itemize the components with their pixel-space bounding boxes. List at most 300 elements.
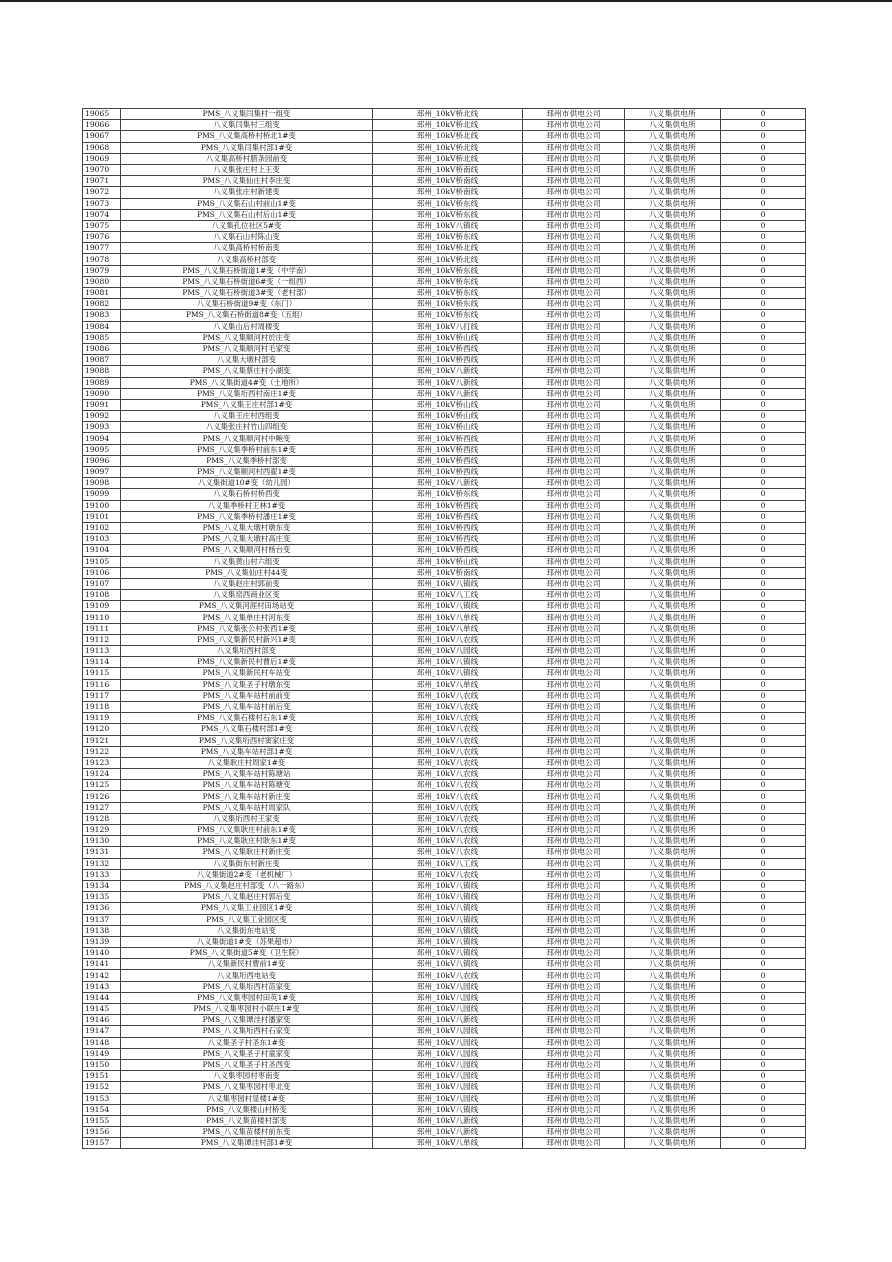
cell-company: 邳州市供电公司	[523, 578, 625, 589]
cell-company: 邳州市供电公司	[523, 813, 625, 824]
cell-transformer-name: PMS_八义集石桥街道8#变（五组）	[121, 310, 373, 321]
table-row	[83, 578, 806, 589]
cell-station: 八义集供电所	[625, 209, 721, 220]
cell-station: 八义集供电所	[625, 802, 721, 813]
cell-value: 0	[721, 299, 806, 310]
cell-value: 0	[721, 489, 806, 500]
cell-line: 邳州_10kV八镇线	[373, 1104, 523, 1115]
cell-station: 八义集供电所	[625, 411, 721, 422]
table-row	[83, 970, 806, 981]
cell-line: 邳州_10kV八单线	[373, 679, 523, 690]
cell-station: 八义集供电所	[625, 847, 721, 858]
cell-company: 邳州市供电公司	[523, 545, 625, 556]
cell-company: 邳州市供电公司	[523, 310, 625, 321]
cell-id: 19104	[83, 545, 121, 556]
cell-station: 八义集供电所	[625, 198, 721, 209]
table-row	[83, 1115, 806, 1126]
cell-company: 邳州市供电公司	[523, 914, 625, 925]
cell-id: 19065	[83, 109, 121, 120]
cell-id: 19126	[83, 791, 121, 802]
cell-line: 邳州_10kV八新线	[373, 366, 523, 377]
cell-company: 邳州市供电公司	[523, 366, 625, 377]
cell-value: 0	[721, 1026, 806, 1037]
cell-transformer-name: PMS_八义集耿庄村前东1#变	[121, 825, 373, 836]
cell-line: 邳州_10kV八农线	[373, 735, 523, 746]
cell-id: 19072	[83, 187, 121, 198]
cell-transformer-name: PMS_八义集大墩村高庄变	[121, 534, 373, 545]
cell-value: 0	[721, 276, 806, 287]
table-row	[83, 679, 806, 690]
cell-station: 八义集供电所	[625, 959, 721, 970]
cell-id: 19107	[83, 578, 121, 589]
table-row	[83, 164, 806, 175]
cell-company: 邳州市供电公司	[523, 757, 625, 768]
cell-transformer-name: PMS_八义集耿庄村耿东1#变	[121, 836, 373, 847]
cell-line: 邳州_10kV八农线	[373, 746, 523, 757]
cell-line: 邳州_10kV八农线	[373, 690, 523, 701]
cell-station: 八义集供电所	[625, 511, 721, 522]
cell-station: 八义集供电所	[625, 903, 721, 914]
cell-value: 0	[721, 153, 806, 164]
cell-transformer-name: 八义集石山村陈山变	[121, 232, 373, 243]
table-row	[83, 925, 806, 936]
cell-id: 19136	[83, 903, 121, 914]
cell-transformer-name: PMS_八义集顺河村中鲍变	[121, 433, 373, 444]
cell-transformer-name: PMS_八义集赵庄村部变（八一路东）	[121, 880, 373, 891]
table-row	[83, 556, 806, 567]
cell-line: 邳州_10kV桥山线	[373, 411, 523, 422]
table-row	[83, 299, 806, 310]
cell-company: 邳州市供电公司	[523, 176, 625, 187]
cell-line: 邳州_10kV八镇线	[373, 892, 523, 903]
cell-transformer-name: PMS_八义集车站村陈塘站	[121, 769, 373, 780]
cell-line: 邳州_10kV八新线	[373, 478, 523, 489]
cell-company: 邳州市供电公司	[523, 164, 625, 175]
cell-transformer-name: 八义集枣园村枣南变	[121, 1071, 373, 1082]
table-row	[83, 142, 806, 153]
cell-company: 邳州市供电公司	[523, 478, 625, 489]
cell-company: 邳州市供电公司	[523, 265, 625, 276]
cell-id: 19122	[83, 746, 121, 757]
cell-line: 邳州_10kV八园线	[373, 1026, 523, 1037]
cell-line: 邳州_10kV八打线	[373, 321, 523, 332]
cell-company: 邳州市供电公司	[523, 254, 625, 265]
cell-id: 19135	[83, 892, 121, 903]
cell-line: 邳州_10kV八农线	[373, 825, 523, 836]
table-row	[83, 701, 806, 712]
cell-id: 19100	[83, 500, 121, 511]
cell-value: 0	[721, 164, 806, 175]
cell-company: 邳州市供电公司	[523, 780, 625, 791]
cell-id: 19133	[83, 869, 121, 880]
cell-value: 0	[721, 813, 806, 824]
table-row	[83, 724, 806, 735]
cell-company: 邳州市供电公司	[523, 276, 625, 287]
cell-transformer-name: 八义集高桥村腊条园前变	[121, 153, 373, 164]
cell-value: 0	[721, 948, 806, 959]
cell-station: 八义集供电所	[625, 176, 721, 187]
cell-line: 邳州_10kV八农线	[373, 869, 523, 880]
cell-line: 邳州_10kV八镇线	[373, 880, 523, 891]
table-row	[83, 746, 806, 757]
cell-transformer-name: PMS_八义集赵庄村郭后变	[121, 892, 373, 903]
transformer-table	[82, 108, 806, 1149]
cell-line: 邳州_10kV八农线	[373, 701, 523, 712]
cell-transformer-name: 八义集山后村周楼变	[121, 321, 373, 332]
cell-transformer-name: 八义集街道1#变（苏果超市）	[121, 936, 373, 947]
cell-id: 19079	[83, 265, 121, 276]
cell-value: 0	[721, 936, 806, 947]
cell-company: 邳州市供电公司	[523, 1138, 625, 1149]
cell-line: 邳州_10kV桥南线	[373, 164, 523, 175]
page-top-rule	[0, 0, 892, 2]
cell-company: 邳州市供电公司	[523, 825, 625, 836]
cell-station: 八义集供电所	[625, 265, 721, 276]
cell-company: 邳州市供电公司	[523, 802, 625, 813]
cell-value: 0	[721, 176, 806, 187]
cell-company: 邳州市供电公司	[523, 109, 625, 120]
cell-transformer-name: PMS_八义集苗楼村部变	[121, 1115, 373, 1126]
cell-value: 0	[721, 332, 806, 343]
cell-id: 19099	[83, 489, 121, 500]
cell-company: 邳州市供电公司	[523, 1037, 625, 1048]
cell-value: 0	[721, 746, 806, 757]
cell-transformer-name: PMS_八义集工业园区变	[121, 914, 373, 925]
cell-line: 邳州_10kV桥西线	[373, 545, 523, 556]
table-row	[83, 668, 806, 679]
cell-station: 八义集供电所	[625, 422, 721, 433]
cell-transformer-name: 八义集黄山村六组变	[121, 556, 373, 567]
cell-company: 邳州市供电公司	[523, 948, 625, 959]
cell-station: 八义集供电所	[625, 500, 721, 511]
cell-id: 19150	[83, 1059, 121, 1070]
cell-line: 邳州_10kV桥东线	[373, 310, 523, 321]
cell-value: 0	[721, 858, 806, 869]
cell-value: 0	[721, 612, 806, 623]
cell-transformer-name: PMS_八义集街道4#变（土地所）	[121, 377, 373, 388]
table-row	[83, 880, 806, 891]
cell-value: 0	[721, 724, 806, 735]
cell-value: 0	[721, 623, 806, 634]
cell-id: 19113	[83, 646, 121, 657]
cell-value: 0	[721, 657, 806, 668]
cell-value: 0	[721, 478, 806, 489]
transformer-table-body	[83, 109, 806, 1149]
cell-id: 19156	[83, 1127, 121, 1138]
cell-line: 邳州_10kV桥南线	[373, 187, 523, 198]
cell-station: 八义集供电所	[625, 232, 721, 243]
cell-id: 19116	[83, 679, 121, 690]
cell-transformer-name: PMS_八义集顺河村毛家变	[121, 343, 373, 354]
cell-value: 0	[721, 701, 806, 712]
cell-company: 邳州市供电公司	[523, 422, 625, 433]
cell-company: 邳州市供电公司	[523, 690, 625, 701]
cell-transformer-name: PMS_八义集枣园村枣北变	[121, 1082, 373, 1093]
cell-value: 0	[721, 601, 806, 612]
cell-value: 0	[721, 422, 806, 433]
cell-company: 邳州市供电公司	[523, 131, 625, 142]
cell-id: 19088	[83, 366, 121, 377]
cell-station: 八义集供电所	[625, 1104, 721, 1115]
table-row	[83, 948, 806, 959]
cell-line: 邳州_10kV桥南线	[373, 176, 523, 187]
cell-value: 0	[721, 981, 806, 992]
table-row	[83, 176, 806, 187]
cell-line: 邳州_10kV八农线	[373, 791, 523, 802]
cell-company: 邳州市供电公司	[523, 1059, 625, 1070]
cell-company: 邳州市供电公司	[523, 847, 625, 858]
cell-value: 0	[721, 578, 806, 589]
cell-transformer-name: PMS_八义集楼山村桥变	[121, 1104, 373, 1115]
table-row	[83, 657, 806, 668]
cell-company: 邳州市供电公司	[523, 903, 625, 914]
cell-station: 八义集供电所	[625, 724, 721, 735]
table-row	[83, 388, 806, 399]
cell-id: 19082	[83, 299, 121, 310]
cell-id: 19124	[83, 769, 121, 780]
cell-station: 八义集供电所	[625, 254, 721, 265]
cell-station: 八义集供电所	[625, 522, 721, 533]
cell-station: 八义集供电所	[625, 109, 721, 120]
cell-id: 19119	[83, 713, 121, 724]
cell-value: 0	[721, 467, 806, 478]
cell-company: 邳州市供电公司	[523, 601, 625, 612]
cell-line: 邳州_10kV桥西线	[373, 433, 523, 444]
cell-company: 邳州市供电公司	[523, 1082, 625, 1093]
cell-id: 19123	[83, 757, 121, 768]
table-row	[83, 243, 806, 254]
cell-company: 邳州市供电公司	[523, 724, 625, 735]
cell-transformer-name: PMS_八义集枣园村田英1#变	[121, 992, 373, 1003]
table-row	[83, 343, 806, 354]
cell-value: 0	[721, 1093, 806, 1104]
table-row	[83, 109, 806, 120]
cell-value: 0	[721, 914, 806, 925]
cell-id: 19070	[83, 164, 121, 175]
cell-id: 19153	[83, 1093, 121, 1104]
cell-station: 八义集供电所	[625, 1004, 721, 1015]
cell-line: 邳州_10kV八园线	[373, 1059, 523, 1070]
cell-transformer-name: 八义集闫集村三组变	[121, 120, 373, 131]
cell-company: 邳州市供电公司	[523, 1026, 625, 1037]
cell-value: 0	[721, 735, 806, 746]
table-row	[83, 500, 806, 511]
cell-transformer-name: 八义集圣子村圣东1#变	[121, 1037, 373, 1048]
table-row	[83, 981, 806, 992]
cell-id: 19134	[83, 880, 121, 891]
cell-line: 邳州_10kV八农线	[373, 802, 523, 813]
cell-company: 邳州市供电公司	[523, 467, 625, 478]
table-row	[83, 1059, 806, 1070]
cell-id: 19097	[83, 467, 121, 478]
cell-line: 邳州_10kV桥西线	[373, 355, 523, 366]
table-row	[83, 288, 806, 299]
cell-company: 邳州市供电公司	[523, 343, 625, 354]
cell-line: 邳州_10kV桥山线	[373, 399, 523, 410]
cell-station: 八义集供电所	[625, 556, 721, 567]
cell-line: 邳州_10kV八园线	[373, 1048, 523, 1059]
table-row	[83, 534, 806, 545]
cell-value: 0	[721, 511, 806, 522]
cell-transformer-name: PMS_八义集垳西村苗家变	[121, 981, 373, 992]
cell-transformer-name: PMS_八义集新民村曹后1#变	[121, 657, 373, 668]
cell-station: 八义集供电所	[625, 545, 721, 556]
cell-id: 19094	[83, 433, 121, 444]
cell-id: 19074	[83, 209, 121, 220]
cell-value: 0	[721, 679, 806, 690]
cell-company: 邳州市供电公司	[523, 220, 625, 231]
cell-company: 邳州市供电公司	[523, 433, 625, 444]
cell-line: 邳州_10kV桥南线	[373, 567, 523, 578]
cell-value: 0	[721, 690, 806, 701]
cell-id: 19112	[83, 634, 121, 645]
cell-transformer-name: 八义集石桥街道9#变（东门）	[121, 299, 373, 310]
cell-id: 19118	[83, 701, 121, 712]
cell-value: 0	[721, 411, 806, 422]
cell-value: 0	[721, 120, 806, 131]
cell-id: 19078	[83, 254, 121, 265]
table-row	[83, 1015, 806, 1026]
cell-transformer-name: 八义集街东电站变	[121, 925, 373, 936]
cell-company: 邳州市供电公司	[523, 646, 625, 657]
table-row	[83, 433, 806, 444]
cell-transformer-name: 八义集街东村新庄变	[121, 858, 373, 869]
cell-value: 0	[721, 1048, 806, 1059]
cell-transformer-name: PMS_八义集街道5#变（卫生院）	[121, 948, 373, 959]
cell-id: 19091	[83, 399, 121, 410]
table-row	[83, 455, 806, 466]
cell-company: 邳州市供电公司	[523, 746, 625, 757]
table-row	[83, 422, 806, 433]
cell-id: 19142	[83, 970, 121, 981]
cell-transformer-name: PMS_八义集石山村前山1#变	[121, 198, 373, 209]
cell-transformer-name: PMS_八义集圣子村圣西变	[121, 1059, 373, 1070]
cell-station: 八义集供电所	[625, 388, 721, 399]
cell-transformer-name: 八义集街道10#变（幼儿园）	[121, 478, 373, 489]
cell-line: 邳州_10kV八农线	[373, 813, 523, 824]
cell-station: 八义集供电所	[625, 612, 721, 623]
cell-id: 19089	[83, 377, 121, 388]
cell-transformer-name: PMS_八义集苗楼村前东变	[121, 1127, 373, 1138]
table-row	[83, 366, 806, 377]
cell-company: 邳州市供电公司	[523, 444, 625, 455]
cell-line: 邳州_10kV桥西线	[373, 467, 523, 478]
table-row	[83, 735, 806, 746]
cell-station: 八义集供电所	[625, 970, 721, 981]
table-row	[83, 791, 806, 802]
cell-id: 19149	[83, 1048, 121, 1059]
cell-transformer-name: PMS_八义集谭洼村潘家变	[121, 1015, 373, 1026]
cell-line: 邳州_10kV桥北线	[373, 109, 523, 120]
cell-station: 八义集供电所	[625, 757, 721, 768]
cell-station: 八义集供电所	[625, 142, 721, 153]
cell-value: 0	[721, 131, 806, 142]
cell-station: 八义集供电所	[625, 925, 721, 936]
cell-station: 八义集供电所	[625, 601, 721, 612]
cell-transformer-name: PMS_八义集车站村部1#变	[121, 746, 373, 757]
cell-station: 八义集供电所	[625, 981, 721, 992]
cell-value: 0	[721, 355, 806, 366]
cell-company: 邳州市供电公司	[523, 288, 625, 299]
cell-company: 邳州市供电公司	[523, 153, 625, 164]
cell-station: 八义集供电所	[625, 780, 721, 791]
table-row	[83, 120, 806, 131]
table-row	[83, 1071, 806, 1082]
cell-line: 邳州_10kV桥西线	[373, 534, 523, 545]
cell-id: 19092	[83, 411, 121, 422]
cell-transformer-name: PMS_八义集仙庄村李庄变	[121, 176, 373, 187]
cell-station: 八义集供电所	[625, 478, 721, 489]
cell-value: 0	[721, 925, 806, 936]
cell-company: 邳州市供电公司	[523, 556, 625, 567]
table-row	[83, 198, 806, 209]
cell-company: 邳州市供电公司	[523, 858, 625, 869]
cell-transformer-name: PMS_八义集石楼村石东1#变	[121, 713, 373, 724]
cell-company: 邳州市供电公司	[523, 455, 625, 466]
cell-id: 19106	[83, 567, 121, 578]
cell-id: 19098	[83, 478, 121, 489]
table-row	[83, 522, 806, 533]
cell-value: 0	[721, 634, 806, 645]
cell-id: 19103	[83, 534, 121, 545]
table-row	[83, 489, 806, 500]
cell-id: 19115	[83, 668, 121, 679]
cell-id: 19155	[83, 1115, 121, 1126]
cell-line: 邳州_10kV桥北线	[373, 254, 523, 265]
cell-line: 邳州_10kV桥山线	[373, 422, 523, 433]
table-row	[83, 813, 806, 824]
cell-company: 邳州市供电公司	[523, 925, 625, 936]
cell-transformer-name: PMS_八义集闫集村一组变	[121, 109, 373, 120]
cell-value: 0	[721, 1059, 806, 1070]
cell-station: 八义集供电所	[625, 623, 721, 634]
cell-transformer-name: 八义集新民村曹前1#变	[121, 959, 373, 970]
cell-transformer-name: 八义集垳西电站变	[121, 970, 373, 981]
cell-line: 邳州_10kV八镇线	[373, 959, 523, 970]
cell-transformer-name: 八义集耿庄村周家1#变	[121, 757, 373, 768]
table-row	[83, 444, 806, 455]
cell-value: 0	[721, 780, 806, 791]
cell-line: 邳州_10kV八农线	[373, 757, 523, 768]
cell-company: 邳州市供电公司	[523, 511, 625, 522]
cell-station: 八义集供电所	[625, 657, 721, 668]
cell-station: 八义集供电所	[625, 936, 721, 947]
cell-transformer-name: 八义集窑西商业区变	[121, 590, 373, 601]
cell-id: 19151	[83, 1071, 121, 1082]
cell-station: 八义集供电所	[625, 1059, 721, 1070]
cell-transformer-name: PMS_八义集河涯村田场站变	[121, 601, 373, 612]
cell-transformer-name: PMS_八义集垳西村南庄1#变	[121, 388, 373, 399]
cell-line: 邳州_10kV八农线	[373, 634, 523, 645]
cell-id: 19129	[83, 825, 121, 836]
cell-id: 19111	[83, 623, 121, 634]
table-row	[83, 590, 806, 601]
cell-id: 19080	[83, 276, 121, 287]
cell-value: 0	[721, 847, 806, 858]
cell-transformer-name: PMS_八义集谭洼村部1#变	[121, 1138, 373, 1149]
table-row	[83, 802, 806, 813]
table-row	[83, 858, 806, 869]
cell-station: 八义集供电所	[625, 355, 721, 366]
cell-line: 邳州_10kV桥东线	[373, 209, 523, 220]
cell-station: 八义集供电所	[625, 769, 721, 780]
table-row	[83, 276, 806, 287]
cell-value: 0	[721, 321, 806, 332]
cell-transformer-name: PMS_八义集单庄村河东变	[121, 612, 373, 623]
cell-line: 邳州_10kV八新线	[373, 1127, 523, 1138]
cell-line: 邳州_10kV桥西线	[373, 511, 523, 522]
cell-id: 19081	[83, 288, 121, 299]
